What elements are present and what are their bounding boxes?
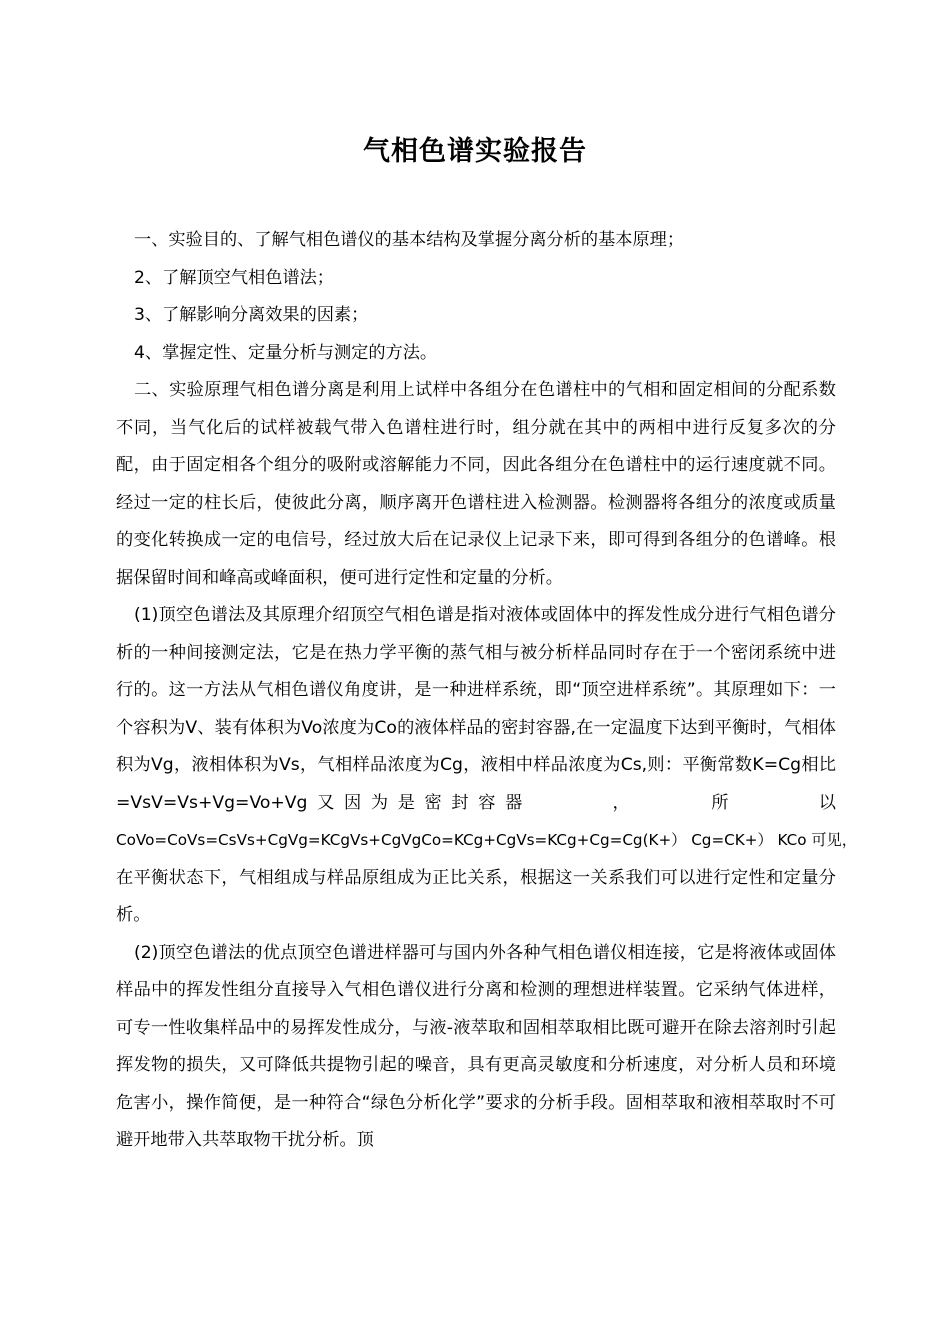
document-body: [116, 222, 857, 1160]
paragraph-objective-3: 3、了解影响分离效果的因素；: [134, 305, 369, 325]
paragraph-headspace-conclusion: 在平衡状态下，气相组成与样品原组成为正比关系，根据这一关系我们可以进行定性和定量分析。: [116, 867, 836, 925]
paragraph-headspace-advantages: (2)顶空色谱法的优点顶空色谱进样器可与国内外各种气相色谱仪相连接，它是将液体或固体样品中的挥发性组分直接导入气相色谱仪进行分离和检测的理想进样装置。它采纳气体进样，可专一性收集样品中的易挥发性成分，与液-液萃取和固相萃取相比既可避开在除去溶剂时引起挥发物的损失，又可降低共提物引起的噪音，具有更高灵敏度和分析速度，对分析人员和环境危害小，操作简便，是一种符合“绿色分析化学”要求的分析手段。固相萃取和液相萃取时不可避开地带入共萃取物干扰分析。顶: [116, 942, 836, 1150]
paragraph-principle: 二、实验原理气相色谱分离是利用上试样中各组分在色谱柱中的气相和固定相间的分配系数不同，当气化后的试样被载气带入色谱柱进行时，组分就在其中的两相中进行反复多次的分配，由于固定相各个组分的吸附或溶解能力不同，因此各组分在色谱柱中的运行速度就不同。经过一定的柱长后，使彼此分离，顺序离开色谱柱进入检测器。检测器将各组分的浓度或质量的变化转换成一定的电信号，经过放大后在记录仪上记录下来，即可得到各组分的色谱峰。根据保留时间和峰高或峰面积，便可进行定性和定量的分析。: [116, 380, 836, 588]
paragraph-objective-1: 一、实验目的、了解气相色谱仪的基本结构及掌握分离分析的基本原理；: [134, 230, 685, 250]
paragraph-headspace-equation: CoVo=CoVs=CsVs+CgVg=KCgVs+CgVgCo=KCg+CgVs=KCg+Cg=Cg(K+） Cg=CK+） KCo 可见，: [116, 831, 857, 849]
document-title: 气相色谱实验报告: [363, 136, 587, 167]
paragraph-objective-4: 4、掌握定性、定量分析与测定的方法。: [134, 342, 438, 363]
paragraph-objective-2: 2、了解顶空气相色谱法；: [134, 267, 334, 288]
paragraph-headspace-principle: (1)顶空色谱法及其原理介绍顶空气相色谱是指对液体或固体中的挥发性成分进行气相色谱分析的一种间接测定法，它是在热力学平衡的蒸气相与被分析样品同时存在于一个密闭系统中进行的。这一方法从气相色谱仪角度讲，是一种进样系统，即“顶空进样系统”。其原理如下：一个容积为V、装有体积为Vo浓度为Co的液体样品的密封容器,在一定温度下达到平衡时，气相体积为Vg，液相体积为Vs，气相样品浓度为Cg，液相中样品浓度为Cs,则：平衡常数K=Cg相比=VsV=Vs+Vg=Vo+Vg又因为是密封容器 ， 所 以: [116, 605, 836, 813]
